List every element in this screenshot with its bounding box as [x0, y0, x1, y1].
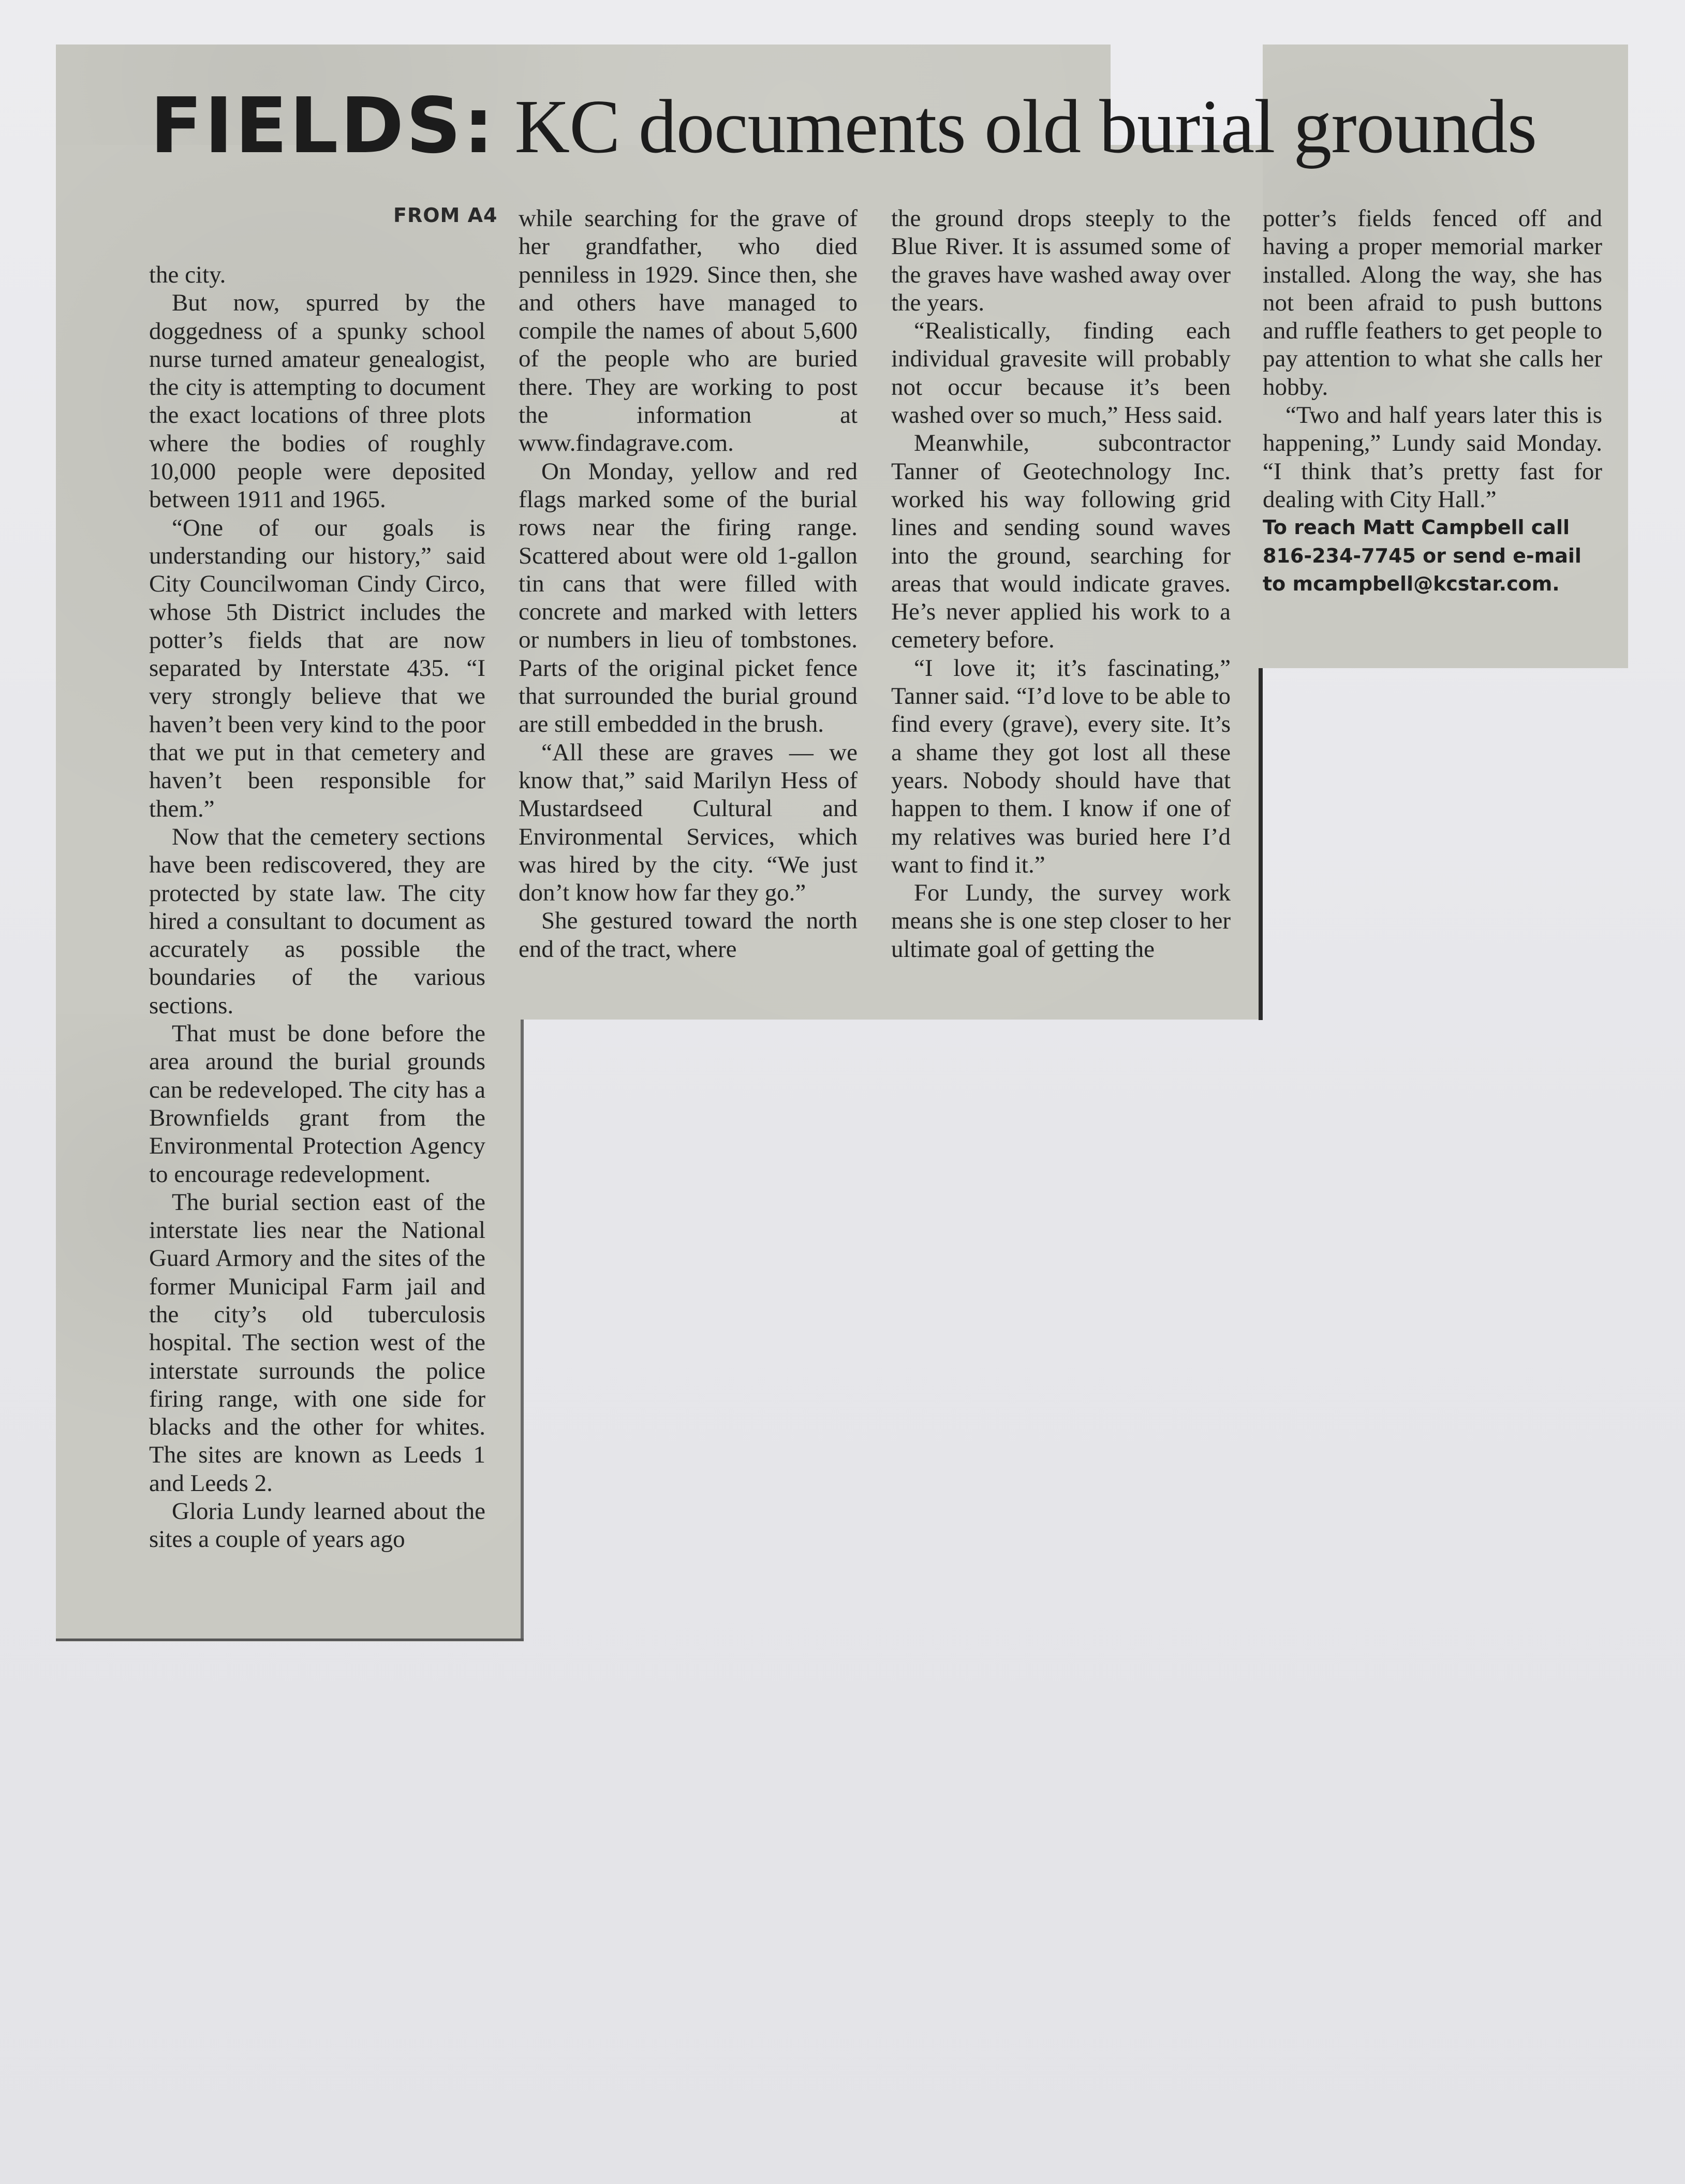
article-column-2 — [519, 204, 858, 963]
author-contact: To reach Matt Campbell call 816-234-7745 or send e-mail to mcampbell@kcstar.com. — [1263, 516, 1581, 595]
paragraph: Now that the cemetery sections have been rediscovered, they are protected by state law. The city hired a consultant to document as accurately as possible the boundaries of the various sections. — [149, 823, 485, 1019]
headline — [150, 82, 1609, 171]
paragraph: while searching for the grave of her grandfather, who died penniless in 1929. Since then, she and others have managed to compile the names of about 5,600 of the people who are buried there. They are working to post the information at www.findagrave.com. — [519, 205, 858, 457]
paragraph: But now, spurred by the doggedness of a spunky school nurse turned amateur genealogist, the city is attempting to document the exact locations of three plots where the bodies of roughly 10,000 people were deposited between 1911 and 1965. — [149, 289, 485, 513]
paragraph: “Realistically, finding each individual gravesite will probably not occur because it’s been washed over so much,” Hess said. — [891, 317, 1231, 429]
article-column-3 — [891, 204, 1231, 963]
paragraph: She gestured toward the north end of the tract, where — [519, 907, 858, 963]
jump-from-label: FROM A4 — [393, 204, 498, 227]
headline-text: KC documents old burial grounds — [496, 84, 1537, 169]
paragraph: “I love it; it’s fascinating,” Tanner said. “I’d love to be able to find every (grave), every site. It’s a shame they got lost all these years. Nobody should have that happen to them. I know if one of my relatives was buried here I’d want to find it.” — [891, 654, 1231, 878]
paragraph: Gloria Lundy learned about the sites a couple of years ago — [149, 1498, 485, 1553]
paragraph: Meanwhile, subcontractor Tanner of Geotechnology Inc. worked his way following grid lines and sending sound waves into the ground, searching for areas that would indicate graves. He’s never applied his work to a cemetery before. — [891, 430, 1231, 654]
paragraph: the city. — [149, 261, 226, 288]
headline-kicker: FIELDS: — [150, 81, 496, 170]
clipping-edge-shadow — [56, 1639, 524, 1641]
paragraph: The burial section east of the interstate lies near the National Guard Armory and the sites of the former Municipal Farm jail and the city’s old tuberculosis hospital. The section west of the interstate surrounds the police firing range, with one side for blacks and the other for whites. The sites are known as Leeds 1 and Leeds 2. — [149, 1188, 485, 1497]
paragraph: “One of our goals is understanding our history,” said City Councilwoman Cindy Circo, whose 5th District includes the potter’s fields that are now separated by Interstate 435. “I very strongly believe that we haven’t been very kind to the poor that we put in that cemetery and haven’t been responsible for them.” — [149, 514, 485, 822]
paragraph: the ground drops steeply to the Blue River. It is assumed some of the graves have washed away over the years. — [891, 205, 1231, 316]
clipping-edge-shadow — [1259, 668, 1263, 1020]
article-column-1 — [149, 261, 485, 1554]
paragraph: On Monday, yellow and red flags marked some of the burial rows near the firing range. Scattered about were old 1-gallon tin cans that were filled with concrete and marked with letters or numbers in lieu of tombstones. Parts of the original picket fence that surrounded the burial ground are still embedded in the brush. — [519, 458, 858, 738]
paragraph: potter’s fields fenced off and having a proper memorial marker installed. Along the way, she has not been afraid to push buttons and ruffle feathers to get people to pay attention to what she calls her hobby. — [1263, 205, 1602, 401]
paragraph: That must be done before the area around the burial grounds can be redeveloped. The city has a Brownfields grant from the Environmental Protection Agency to encourage redevelopment. — [149, 1020, 485, 1188]
paragraph: “Two and half years later this is happening,” Lundy said Monday. “I think that’s pretty fast for dealing with City Hall.” — [1263, 402, 1602, 513]
article-column-4 — [1263, 204, 1602, 598]
clipping-edge-shadow — [521, 1020, 524, 1639]
paragraph: “All these are graves — we know that,” said Marilyn Hess of Mustardseed Cultural and Environmental Services, which was hired by the city. “We just don’t know how far they go.” — [519, 739, 858, 907]
paragraph: For Lundy, the survey work means she is one step closer to her ultimate goal of getting the — [891, 879, 1231, 963]
